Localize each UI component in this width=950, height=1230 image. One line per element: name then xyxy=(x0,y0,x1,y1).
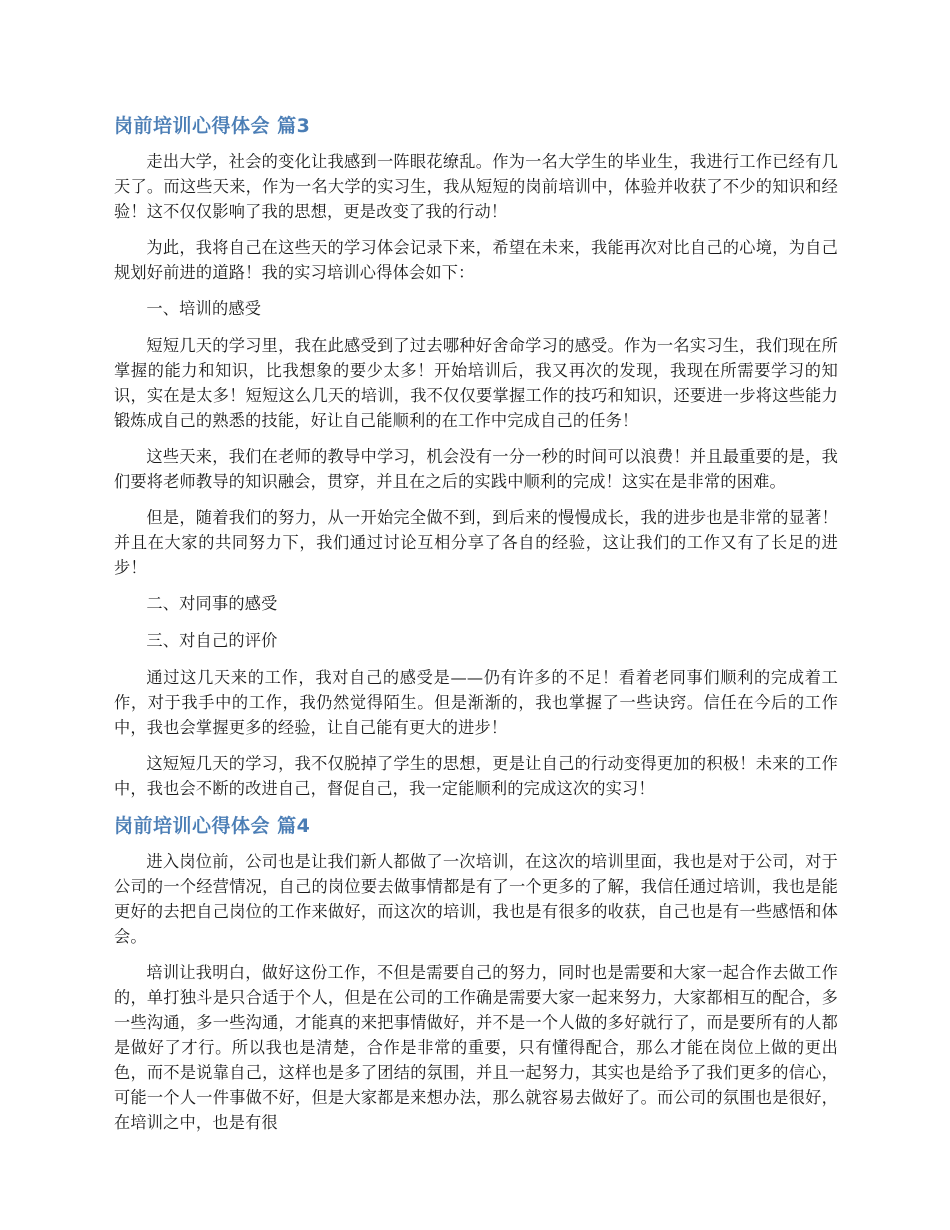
section-title: 岗前培训心得体会 篇3 xyxy=(114,115,311,137)
section-4 xyxy=(114,812,838,1135)
paragraph: 为此，我将自己在这些天的学习体会记录下来，希望在未来，我能再次对比自己的心境，为自己规划好前进的道路！我的实习培训心得体会如下： xyxy=(114,238,838,282)
paragraph: 走出大学，社会的变化让我感到一阵眼花缭乱。作为一名大学生的毕业生，我进行工作已经有几天了。而这些天来，作为一名大学的实习生，我从短短的岗前培训中，体验并收获了不少的知识和经验！这不仅仅影响了我的思想，更是改变了我的行动！ xyxy=(114,152,838,221)
paragraph: 这些天来，我们在老师的教导中学习，机会没有一分一秒的时间可以浪费！并且最重要的是，我们要将老师教导的知识融会，贯穿，并且在之后的实践中顺利的完成！这实在是非常的困难。 xyxy=(114,447,838,491)
paragraph: 短短几天的学习里，我在此感受到了过去哪种好舍命学习的感受。作为一名实习生，我们现在所掌握的能力和知识，比我想象的要少太多！开始培训后，我又再次的发现，我现在所需要学习的知识，实在是太多！短短这么几天的培训，我不仅仅要掌握工作的技巧和知识，还要进一步将这些能力锻炼成自己的熟悉的技能，好让自己能顺利的在工作中完成自己的任务！ xyxy=(114,336,838,430)
paragraph: 进入岗位前，公司也是让我们新人都做了一次培训，在这次的培训里面，我也是对于公司，对于公司的一个经营情况，自己的岗位要去做事情都是有了一个更多的了解，我信任通过培训，我也是能更好的去把自己岗位的工作来做好，而这次的培训，我也是有很多的收获，自己也是有一些感悟和体会。 xyxy=(114,852,838,946)
subheading: 一、培训的感受 xyxy=(146,299,262,318)
subheading: 三、对自己的评价 xyxy=(146,631,278,650)
paragraph: 培训让我明白，做好这份工作，不但是需要自己的努力，同时也是需要和大家一起合作去做工作的，单打独斗是只合适于个人，但是在公司的工作确是需要大家一起来努力，大家都相互的配合，多一些沟通，多一些沟通，才能真的来把事情做好，并不是一个人做的多好就行了，而是要所有的人都是做好了才行。所以我也是清楚，合作是非常的重要，只有懂得配合，那么才能在岗位上做的更出色，而不是说靠自己，这样也是多了团结的氛围，并且一起努力，其实也是给予了我们更多的信心，可能一个人一件事做不好，但是大家都是来想办法，那么就容易去做好了。而公司的氛围也是很好，在培训之中，也是有很 xyxy=(114,963,838,1132)
document-page xyxy=(114,112,838,1146)
section-title: 岗前培训心得体会 篇4 xyxy=(114,815,311,837)
section-3 xyxy=(114,112,838,801)
paragraph: 这短短几天的学习，我不仅脱掉了学生的思想，更是让自己的行动变得更加的积极！未来的工作中，我也会不断的改进自己，督促自己，我一定能顺利的完成这次的实习！ xyxy=(114,754,838,798)
paragraph: 但是，随着我们的努力，从一开始完全做不到，到后来的慢慢成长，我的进步也是非常的显著！并且在大家的共同努力下，我们通过讨论互相分享了各自的经验，这让我们的工作又有了长足的进步！ xyxy=(114,508,838,577)
paragraph: 通过这几天来的工作，我对自己的感受是——仍有许多的不足！看着老同事们顺利的完成着工作，对于我手中的工作，我仍然觉得陌生。但是渐渐的，我也掌握了一些诀窍。信任在今后的工作中，我也会掌握更多的经验，让自己能有更大的进步！ xyxy=(114,668,838,737)
subheading: 二、对同事的感受 xyxy=(146,594,278,613)
